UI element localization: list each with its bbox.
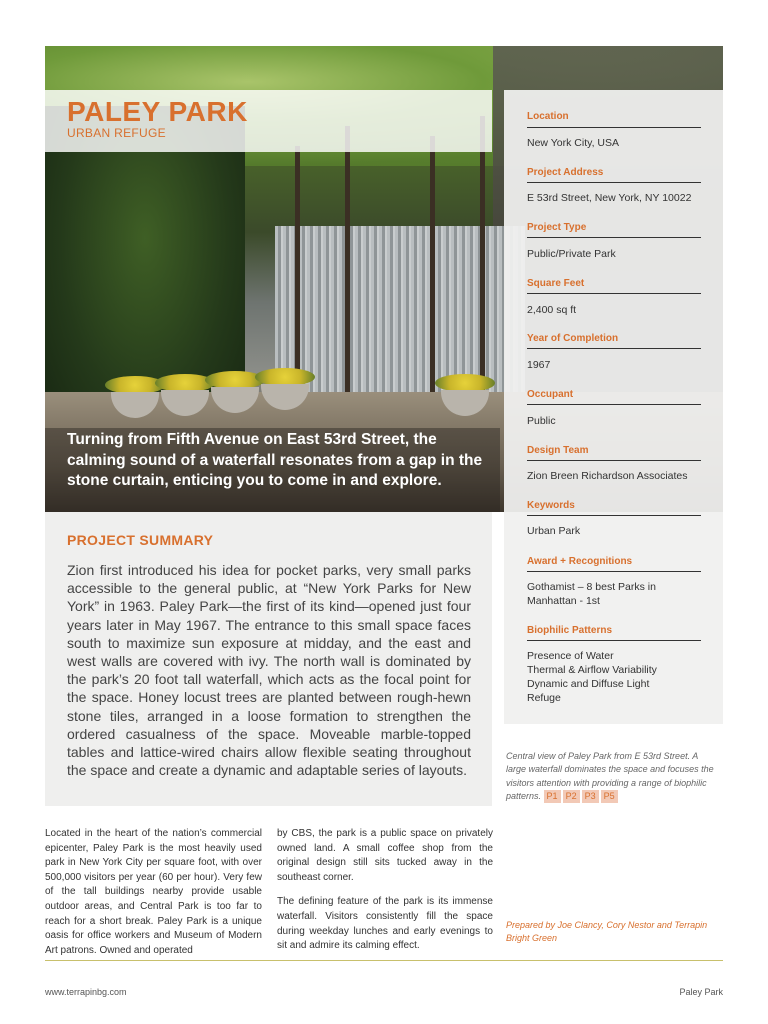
pattern-tag: P5: [601, 790, 618, 803]
label-biophilic-patterns: Biophilic Patterns: [527, 625, 613, 636]
label-project-type: Project Type: [527, 222, 587, 233]
body-column-2: [277, 827, 493, 964]
page-subtitle: URBAN REFUGE: [67, 126, 166, 140]
tree-trunk: [480, 116, 485, 406]
label-keywords: Keywords: [527, 500, 575, 511]
body-paragraph: The defining feature of the park is its immense waterfall. Visitors consistently fill the space during weekday lunches and early evenings to sit and admire its calming effect.: [277, 896, 493, 952]
pattern-tag: P1: [544, 790, 561, 803]
summary-title: PROJECT SUMMARY: [67, 532, 214, 548]
pattern-tag: P2: [563, 790, 580, 803]
value-occupant: Public: [527, 415, 556, 427]
divider: [527, 515, 701, 516]
divider: [527, 127, 701, 128]
label-project-address: Project Address: [527, 167, 604, 178]
label-location: Location: [527, 111, 569, 122]
label-design-team: Design Team: [527, 445, 589, 456]
tree-trunk: [430, 136, 435, 396]
footer-website-link[interactable]: www.terrapinbg.com: [45, 987, 127, 997]
photo-caption: [506, 750, 718, 803]
label-square-feet: Square Feet: [527, 278, 585, 289]
summary-text: Zion first introduced his idea for pocket parks, very small parks accessible to the general public, at “New York Parks for New York” in 1963. Paley Park—the first of its kind—opened just four years later in May 1967. The entrance to this small space faces south to maximize sun exposure at midday, and the east and west walls are covered with ivy. The north wall is dominated by the park’s 20 foot tall waterfall, which acts as the focal point for the space. Honey locust trees are planted between rough-hewn stone tiles, arranged in a loose formation to strengthen the ordered casualness of the space. Moveable marble-topped tables and lattice-wired chairs allow flexible seating throughout the space and create a dynamic and adaptable series of layouts.: [67, 562, 471, 779]
value-location: New York City, USA: [527, 137, 620, 149]
label-occupant: Occupant: [527, 389, 574, 400]
footer-page-label: Paley Park: [679, 987, 723, 997]
divider: [527, 348, 701, 349]
value-design-team: Zion Breen Richardson Associates: [527, 470, 688, 482]
tree-trunk: [345, 126, 350, 396]
divider: [527, 571, 701, 572]
value-year-of-completion: 1967: [527, 359, 551, 371]
label-year-of-completion: Year of Completion: [527, 333, 619, 344]
value-square-feet: 2,400 sq ft: [527, 304, 577, 316]
divider: [527, 293, 701, 294]
waterfall: [275, 226, 525, 396]
credits: Prepared by Joe Clancy, Cory Nestor and Terrapin Bright Green: [506, 920, 708, 943]
divider: [527, 237, 701, 238]
body-paragraph: Located in the heart of the nation’s commercial epicenter, Paley Park is the most heavily used park in New York City per square foot, with over 500,000 visitors per year (60 per hour). Very few of the tall buildings nearby provide usable outdoor areas, and Central Park is too far to reach for a short break. Paley Park is a unique oasis for office workers and Museum of Modern Art patrons. Owned and operated: [45, 828, 262, 956]
divider: [527, 460, 701, 461]
value-biophilic-patterns: Presence of Water Thermal & Airflow Variability Dynamic and Diffuse Light Refuge: [527, 650, 657, 704]
divider: [527, 640, 701, 641]
pattern-tag: P3: [582, 790, 599, 803]
divider: [527, 404, 701, 405]
footer-divider: [45, 960, 723, 961]
body-paragraph: by CBS, the park is a public space on privately owned land. A small coffee shop from the original design still sits tucked away in the southeast corner.: [277, 828, 493, 883]
photo-quote: Turning from Fifth Avenue on East 53rd Street, the calming sound of a waterfall resonates from a gap in the stone curtain, enticing you to come in and explore.: [67, 431, 483, 489]
value-awards: Gothamist – 8 best Parks in Manhattan - 1st: [527, 581, 656, 607]
body-column-1: [45, 827, 262, 968]
label-awards: Award + Recognitions: [527, 556, 633, 567]
value-keywords: Urban Park: [527, 525, 581, 537]
value-project-type: Public/Private Park: [527, 248, 616, 260]
divider: [527, 182, 701, 183]
tree-trunk: [295, 146, 300, 396]
caption-text: Central view of Paley Park from E 53rd Street. A large waterfall dominates the space and focuses the visitors attention with providing a range of biophilic patterns.: [506, 751, 714, 801]
page-title: PALEY PARK: [67, 96, 248, 127]
value-project-address: E 53rd Street, New York, NY 10022: [527, 192, 692, 204]
